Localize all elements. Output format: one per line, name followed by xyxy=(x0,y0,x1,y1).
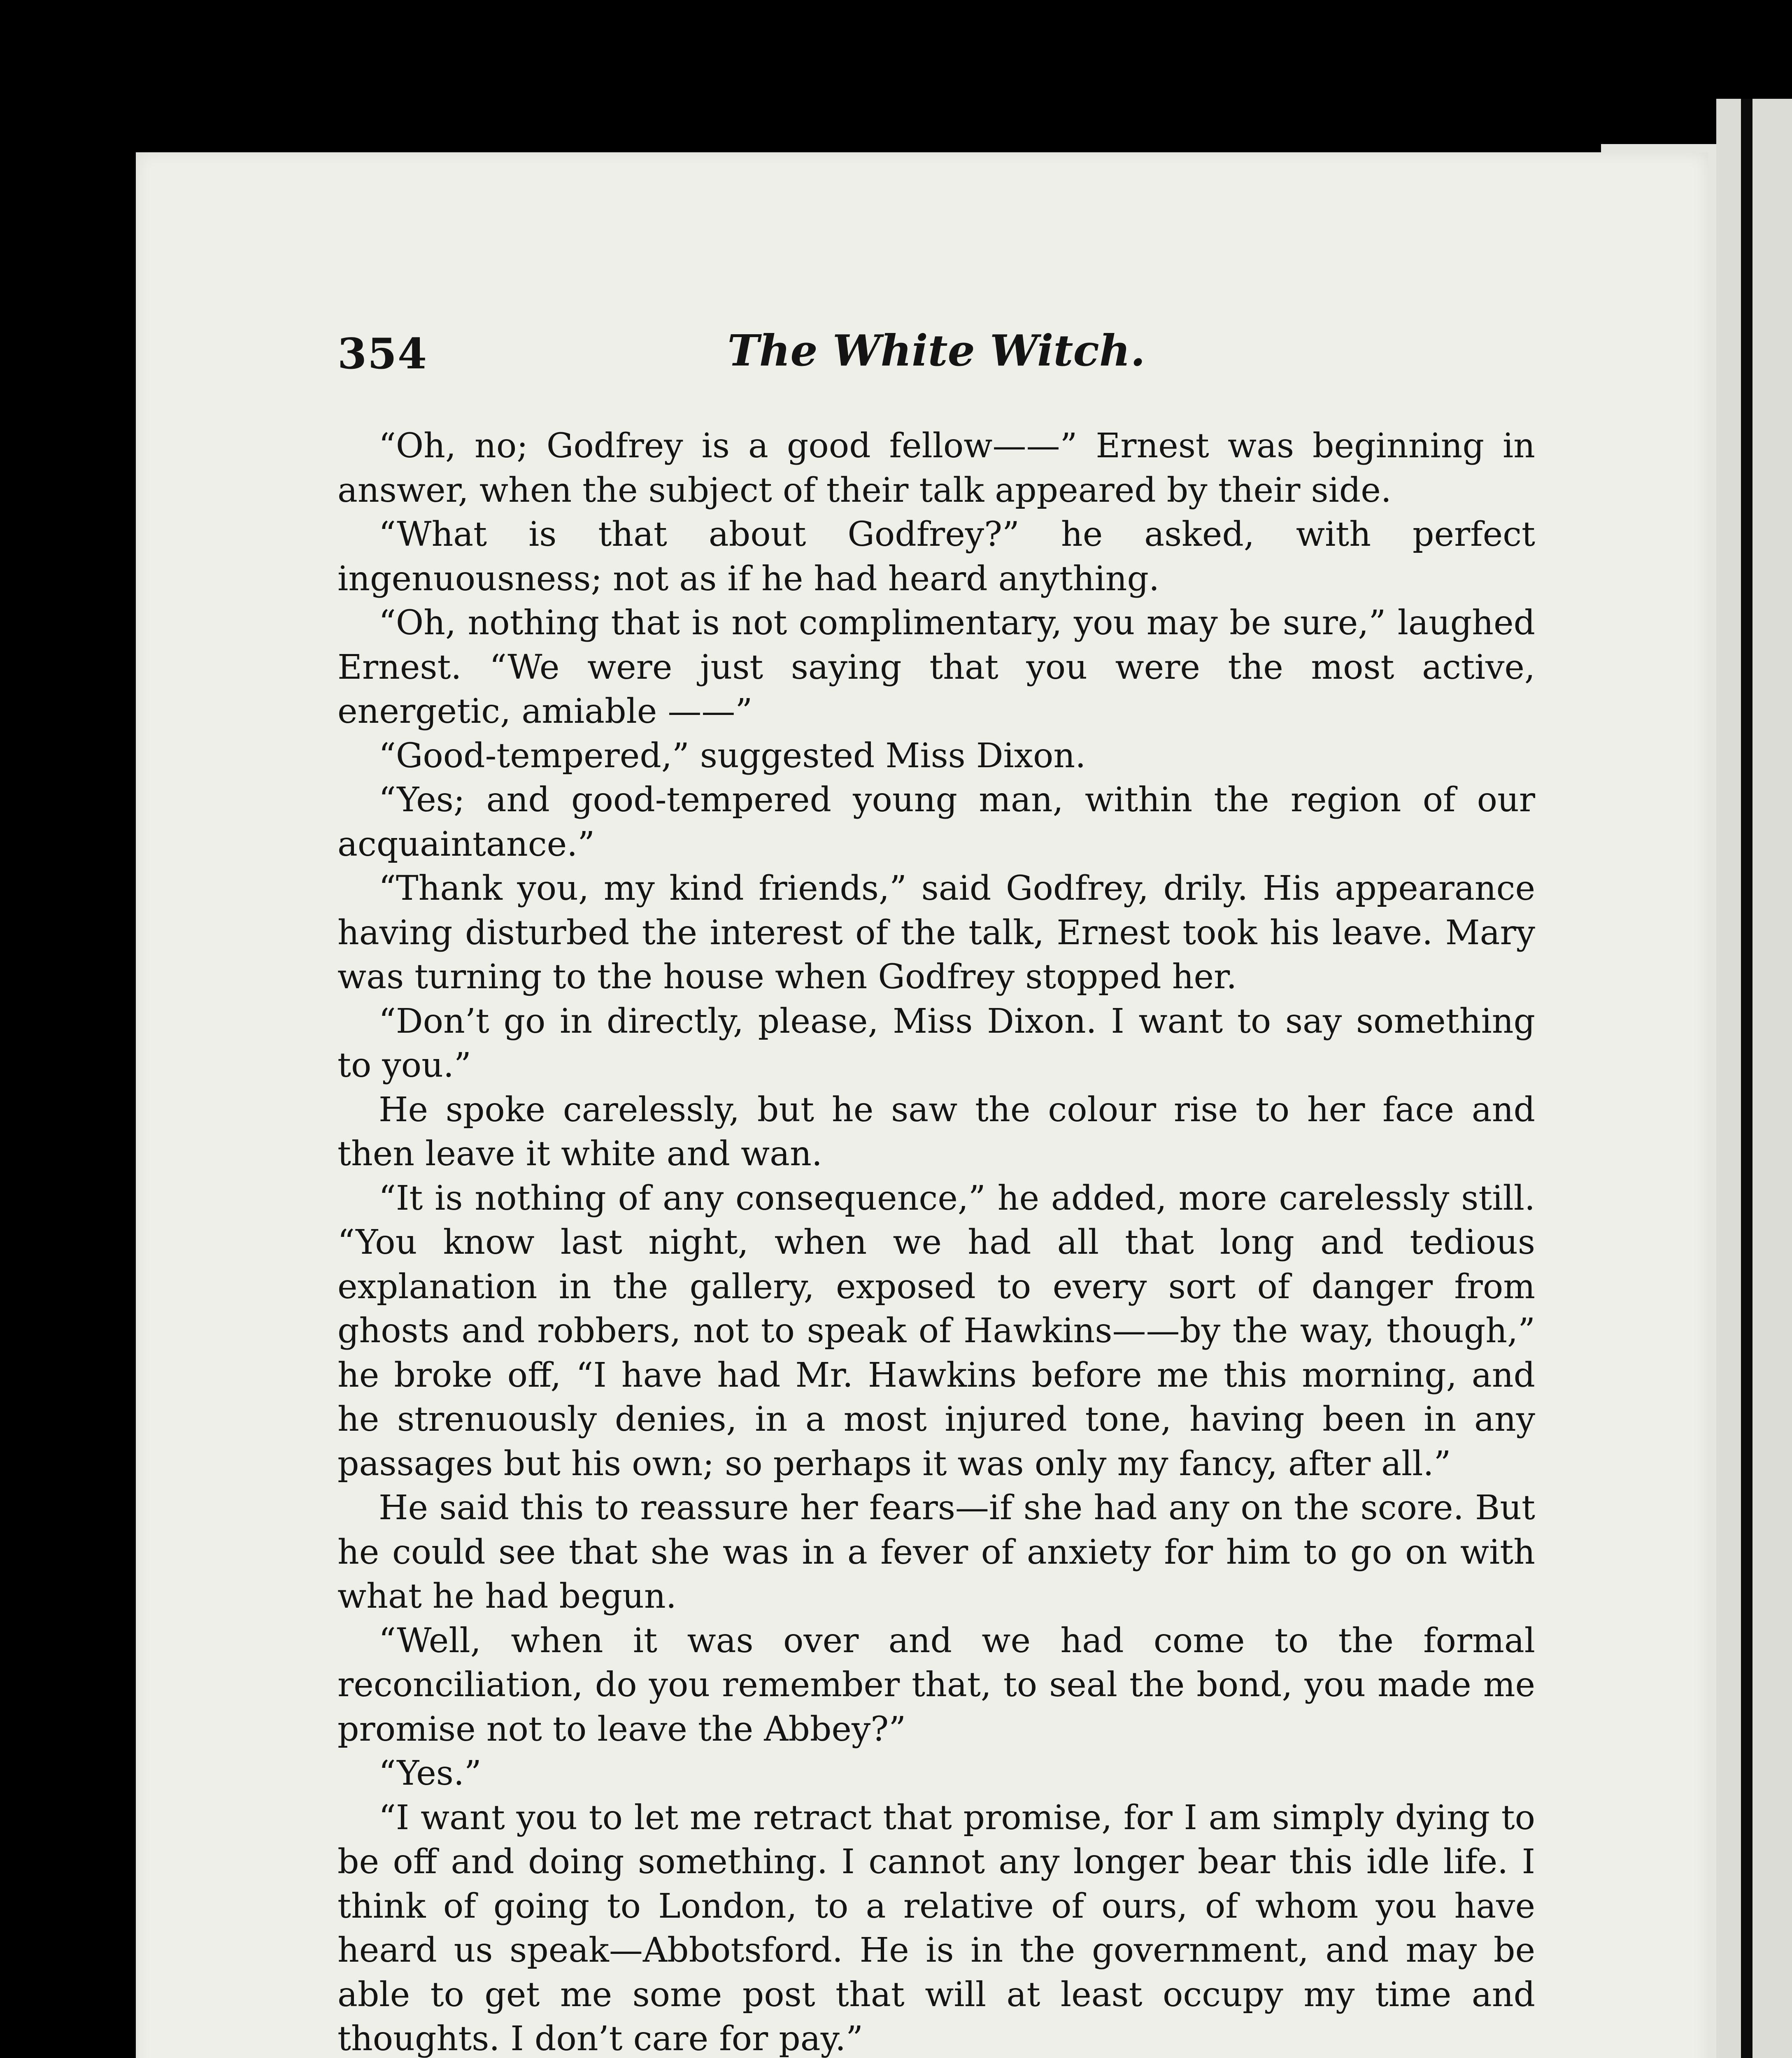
paragraph: He spoke carelessly, but he saw the colour rise to her face and then leave it white and wan. xyxy=(337,1090,1535,1173)
paragraph: “Oh, no; Godfrey is a good fellow——” Ernest was beginning in answer, when the subject of their talk appeared by their side. xyxy=(337,426,1535,510)
paragraph: “Yes.” xyxy=(379,1754,482,1793)
page-number: 354 xyxy=(337,329,428,379)
body-text xyxy=(337,424,1535,2058)
paragraph: He said this to reassure her fears—if she had any on the score. But he could see that she was in a fever of anxiety for him to go on with what he had begun. xyxy=(337,1488,1535,1616)
page-fold xyxy=(1741,99,1752,2058)
paragraph: “Yes; and good-tempered young man, within the region of our acquaintance.” xyxy=(337,780,1535,864)
adjacent-page xyxy=(1716,99,1792,2058)
paragraph: “Well, when it was over and we had come to the formal reconciliation, do you remember that, to seal the bond, you made me promise not to leave the Abbey?” xyxy=(337,1621,1535,1749)
paragraph: “Thank you, my kind friends,” said Godfrey, drily. His appearance having disturbed the interest of the talk, Ernest took his leave. Mary was turning to the house when Godfrey stopped her. xyxy=(337,869,1535,996)
paragraph: “Oh, nothing that is not complimentary, you may be sure,” laughed Ernest. “We were just saying that you were the most active, energetic, amiable ——” xyxy=(337,603,1535,731)
running-title: The White Witch. xyxy=(727,325,1145,376)
paragraph: “What is that about Godfrey?” he asked, with perfect ingenuousness; not as if he had heard anything. xyxy=(337,515,1535,598)
paragraph: “I want you to let me retract that promise, for I am simply dying to be off and doing something. I cannot any longer bear this idle life. I think of going to London, to a relative of ours, of whom you have heard us speak—Abbotsford. He is in the government, and may be able to get me some post that will at least occupy my time and thoughts. I don’t care for pay.” xyxy=(337,1798,1535,2058)
paragraph: “Good-tempered,” suggested Miss Dixon. xyxy=(379,736,1086,775)
running-head xyxy=(337,325,1535,391)
paragraph: “It is nothing of any consequence,” he added, more carelessly still. “You know last night, when we had all that long and tedious explanation in the gallery, exposed to every sort of danger from ghosts and robbers, not to speak of Hawkins——by the way, though,” he broke off, “I have had Mr. Hawkins before me this morning, and he strenuously denies, in a most injured tone, having been in any passages but his own; so perhaps it was only my fancy, after all.” xyxy=(337,1178,1535,1483)
paragraph: “Don’t go in directly, please, Miss Dixon. I want to say something to you.” xyxy=(337,1001,1535,1085)
